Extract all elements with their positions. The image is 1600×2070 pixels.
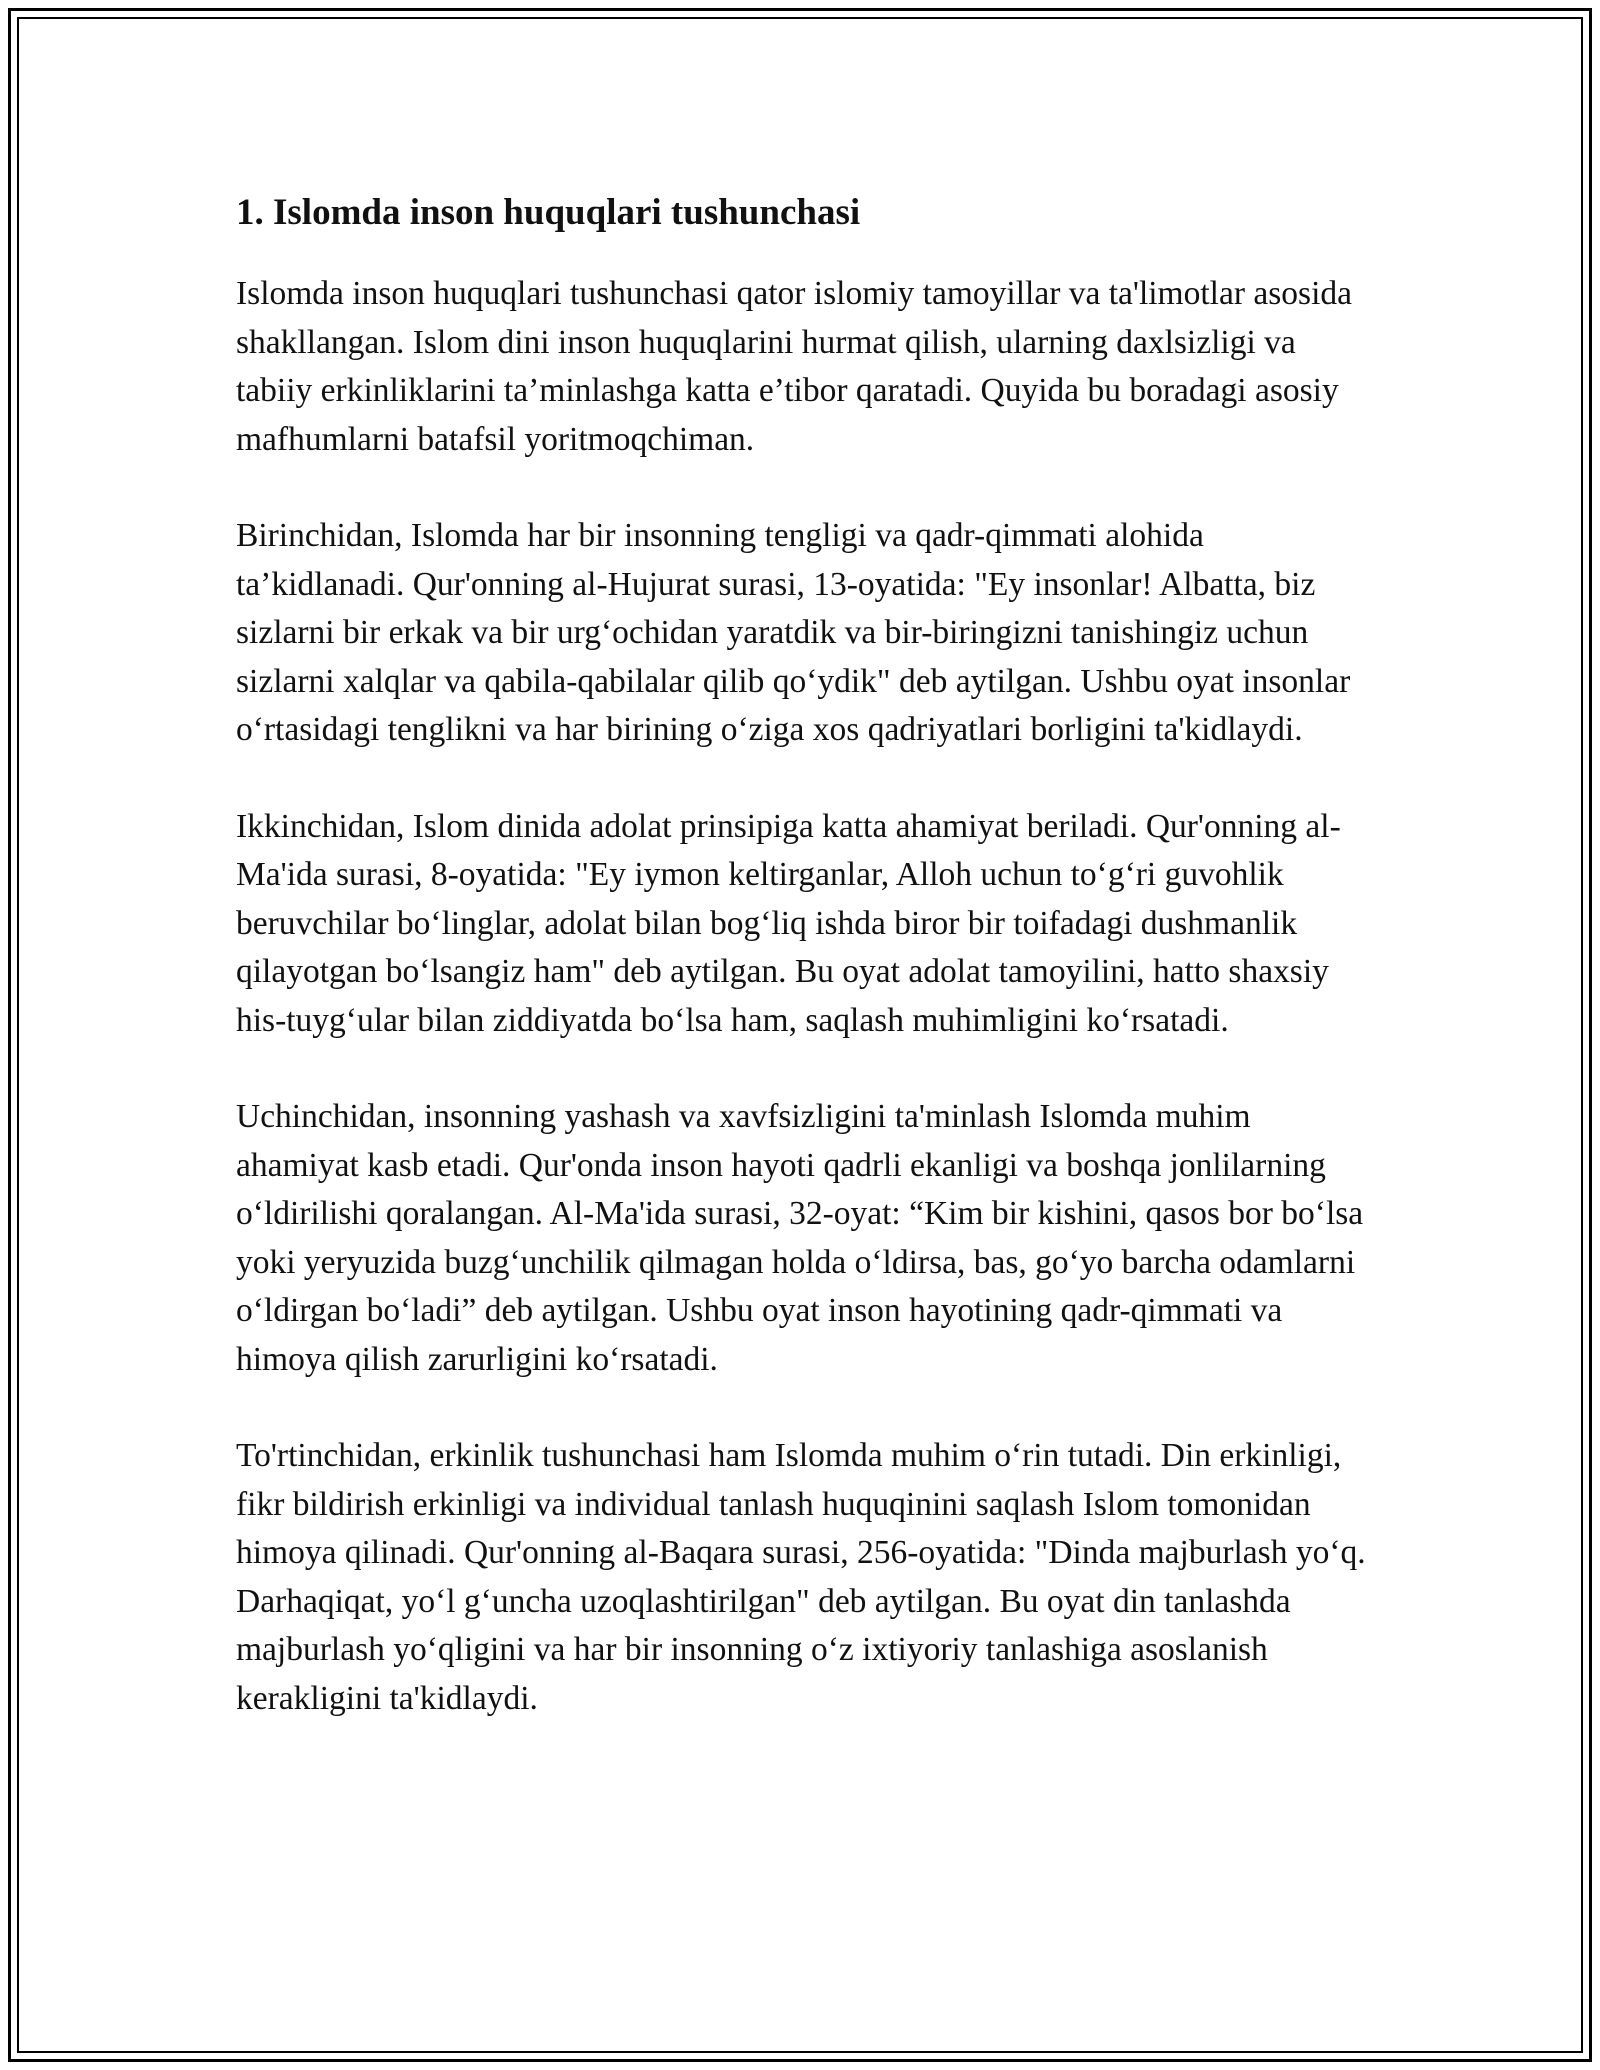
paragraph-first: Birinchidan, Islomda har bir insonning tengligi va qadr-qimmati alohida ta’kidlanadi. Qur'onning al-Hujurat surasi, 13-oyatida: "Ey insonlar! Albatta, biz sizlarni bir erkak va bir urg‘ochidan yaratdik va bir-biringizni tanishingiz uchun sizlarni xalqlar va qabila-qabilalar qilib qo‘ydik" deb aytilgan. Ushbu oyat insonlar o‘rtasidagi tenglikni va har birining o‘ziga xos qadriyatlari borligini ta'kidlaydi. bbox=[236, 517, 1351, 748]
document-body bbox=[236, 186, 1376, 1771]
document-title: 1. Islomda inson huquqlari tushunchasi bbox=[236, 192, 861, 233]
paragraph-third: Uchinchidan, insonning yashash va xavfsizligini ta'minlash Islomda muhim ahamiyat kasb etadi. Qur'onda inson hayoti qadrli ekanligi va boshqa jonlilarning o‘ldirilishi qoralangan. Al-Ma'ida surasi, 32-oyat: “Kim bir kishini, qasos bor bo‘lsa yoki yeryuzida buzg‘unchilik qilmagan holda o‘ldirsa, bas, go‘yo barcha odamlarni o‘ldirgan bo‘ladi” deb aytilgan. Ushbu oyat inson hayotining qadr-qimmati va himoya qilish zarurligini ko‘rsatadi. bbox=[236, 1098, 1364, 1378]
paragraph-intro: Islomda inson huquqlari tushunchasi qator islomiy tamoyillar va ta'limotlar asosida shakllangan. Islom dini inson huquqlarini hurmat qilish, ularning daxlsizligi va tabiiy erkinliklarini ta’minlashga katta e’tibor qaratadi. Quyida bu boradagi asosiy mafhumlarni batafsil yoritmoqchiman. bbox=[236, 275, 1353, 458]
paragraph-second: Ikkinchidan, Islom dinida adolat prinsipiga katta ahamiyat beriladi. Qur'onning al-Ma'ida surasi, 8-oyatida: "Ey iymon keltirganlar, Alloh uchun to‘g‘ri guvohlik beruvchilar bo‘linglar, adolat bilan bog‘liq ishda biror bir toifadagi dushmanlik qilayotgan bo‘lsangiz ham" deb aytilgan. Bu oyat adolat tamoyilini, hatto shaxsiy his-tuyg‘ular bilan ziddiyatda bo‘lsa ham, saqlash muhimligini ko‘rsatadi. bbox=[236, 807, 1341, 1039]
paragraph-fourth: To'rtinchidan, erkinlik tushunchasi ham Islomda muhim o‘rin tutadi. Din erkinligi, fikr bildirish erkinligi va individual tanlash huquqinini saqlash Islom tomonidan himoya qilinadi. Qur'onning al-Baqara surasi, 256-oyatida: "Dinda majburlash yo‘q. Darhaqiqat, yo‘l g‘uncha uzoqlashtirilgan" deb aytilgan. Bu oyat din tanlashda majburlash yo‘qligini va har bir insonning o‘z ixtiyoriy tanlashiga asoslanish kerakligini ta'kidlaydi. bbox=[236, 1437, 1366, 1717]
